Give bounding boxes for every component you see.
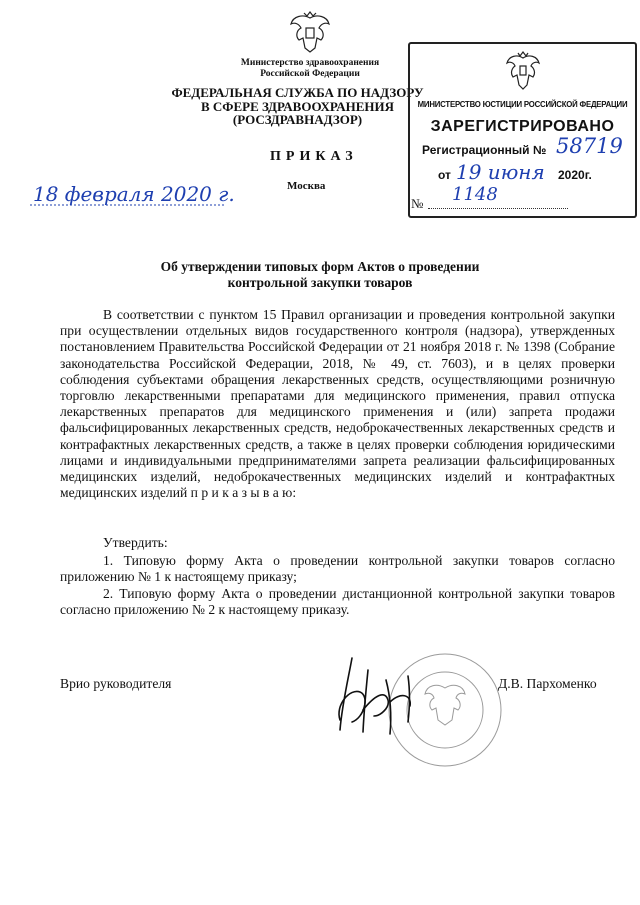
main-paragraph: В соответствии с пунктом 15 Правил организации и проведения контрольной закупки при осуществлении отдельных видов государственного контроля (надзора), утвержденных постановлением Правительства Российской Федерации от 21 ноября 2018 г. № 1398 (Собрание законодательства Российской Федерации, 2018, № 49, ст. 7603), и в целях проверки соблюдения субъектами обращения лекарственных средств, осуществляющими розничную торговлю лекарственными препаратами для медицинского применения, правил отпуска лекарственных препаратов для медицинского применения и (или) запрета продажи фальсифицированных лекарственных средств, недоброкачественных лекарственных средств и контрафактных лекарственных средств, а также в целях проверки соблюдения юридическими лицами и индивидуальными предпринимателями запрета реализации фальсифицированных медицинских изделий, недоброкачественных медицинских изделий и контрафактных медицинских изделий п р и к а з ы в а ю:: [60, 307, 615, 501]
order-number-label: №: [411, 196, 424, 211]
stamp-status: ЗАРЕГИСТРИРОВАНО: [430, 118, 615, 135]
ministry-line-1: Министерство здравоохранения: [240, 58, 380, 68]
agency-line-2: В СФЕРЕ ЗДРАВООХРАНЕНИЯ: [200, 98, 394, 114]
order-item-2: 2. Типовую форму Акта о проведении дистанционной контрольной закупки товаров согласно приложению № 2 к настоящему приказу.: [60, 586, 615, 618]
stamp-reg-number: 58719: [556, 134, 623, 158]
stamp-ministry: МИНИСТЕРСТВО ЮСТИЦИИ РОССИЙСКОЙ ФЕДЕРАЦИИ: [417, 100, 628, 109]
order-item-1: 1. Типовую форму Акта о проведении контрольной закупки товаров согласно приложению № 1 к настоящему приказу;: [60, 553, 615, 585]
agency-line-3: (РОСЗДРАВНАДЗОР): [232, 112, 363, 127]
registration-stamp: [408, 42, 637, 218]
city: Москва: [287, 180, 326, 192]
order-title-line-2: контрольной закупки товаров: [227, 275, 413, 290]
order-number-handwritten: 1148: [452, 184, 498, 205]
stamp-emblem: [502, 50, 544, 94]
ministry-name: [210, 58, 410, 80]
agency-line-1: ФЕДЕРАЛЬНАЯ СЛУЖБА ПО НАДЗОРУ: [171, 85, 424, 100]
order-title-line-1: Об утверждении типовых форм Актов о проведении: [160, 259, 480, 274]
signatory-name: Д.В. Пархоменко: [498, 676, 597, 691]
document-type: ПРИКАЗ: [270, 149, 358, 164]
stamp-reg-number-label: Регистрационный №: [422, 143, 547, 157]
approve-line: Утвердить:: [103, 535, 168, 550]
agency-name: [160, 86, 435, 127]
order-title: [120, 259, 520, 291]
stamp-year: 2020г.: [558, 168, 592, 182]
coat-of-arms-emblem: [285, 10, 335, 56]
signatory-position: Врио руководителя: [60, 676, 172, 691]
order-date-handwritten: 18 февраля 2020 г.: [33, 182, 235, 206]
date-underline: [30, 204, 225, 207]
stamp-date-handwritten: 19 июня: [456, 160, 545, 184]
ministry-line-2: Российской Федерации: [260, 69, 360, 79]
handwritten-signature: [330, 650, 440, 750]
stamp-date-prefix: от: [438, 168, 451, 182]
